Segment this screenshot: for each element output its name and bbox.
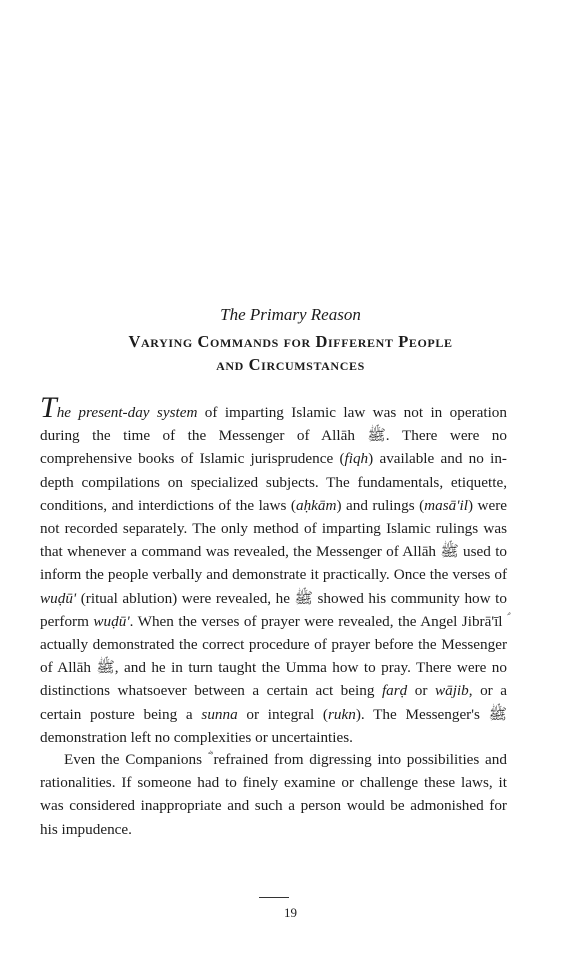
paragraph-2: Even the Companions ؓ refrained from digressing into possibilities and rationalities. If someone had to finely examine or challenge these laws, it was considered inappropriate and such a person would be admonished for his impudence. bbox=[40, 751, 507, 838]
term-fard: farḍ bbox=[381, 682, 408, 700]
chapter-title-line-1: Varying Commands for Different People bbox=[128, 332, 453, 351]
text-run: of imparting Islamic law was not in operation during the time of the Messenger of Allāh ﷺ. There were no comprehensive books of Islamic jurisprudence ( bbox=[40, 404, 507, 468]
text-run: . When the verses of prayer were revealed, the Angel Jibrā'īl ؑ actually demonstrated the correct procedure of prayer before the Messenger of Allāh ﷺ, and he in turn taught the Umma how to pray. There were no distinctions whatsoever between a certain act being bbox=[40, 612, 507, 700]
term-rukn: rukn bbox=[327, 705, 356, 723]
term-wudu: wuḍū' bbox=[93, 612, 130, 630]
section-subtitle: The Primary Reason bbox=[220, 305, 361, 324]
paragraph-1 bbox=[40, 391, 508, 749]
term-masail: masā'il bbox=[424, 496, 468, 514]
term-sunna: sunna bbox=[201, 705, 238, 723]
text-run: ) were not recorded separately. The only method of imparting Islamic rulings was that whenever a command was revealed, the Messenger of Allāh ﷺ used to inform the people verbally and demonstrate it practically. Once the verses of bbox=[40, 496, 508, 584]
term-wajib: wājib bbox=[434, 682, 469, 700]
chapter-title-line-2: and Circumstances bbox=[216, 355, 365, 374]
text-run: ). The Messenger's ﷺ demonstration left no complexities or uncertainties. bbox=[40, 705, 507, 746]
term-fiqh: fiqh bbox=[344, 450, 369, 468]
text-run: or bbox=[407, 682, 435, 700]
term-wudu: wuḍū' bbox=[40, 589, 77, 607]
text-run: ) and rulings ( bbox=[336, 496, 425, 514]
text-run: , or a certain posture being a bbox=[40, 682, 507, 723]
drop-cap: T bbox=[40, 391, 57, 424]
chapter-title bbox=[70, 330, 511, 376]
text-run: (ritual ablution) were revealed, he ﷺ showed his community how to perform bbox=[40, 589, 507, 630]
text-run: ) available and no in-depth compilations on specialized subjects. The fundamentals, etiquette, conditions, and interdictions of the laws ( bbox=[40, 450, 507, 514]
page-number: 19 bbox=[284, 905, 297, 920]
footer-rule bbox=[259, 897, 289, 898]
term-ahkam: aḥkām bbox=[295, 496, 337, 514]
text-run: or integral ( bbox=[237, 705, 328, 723]
lead-in-italic: he present-day system bbox=[56, 404, 198, 421]
